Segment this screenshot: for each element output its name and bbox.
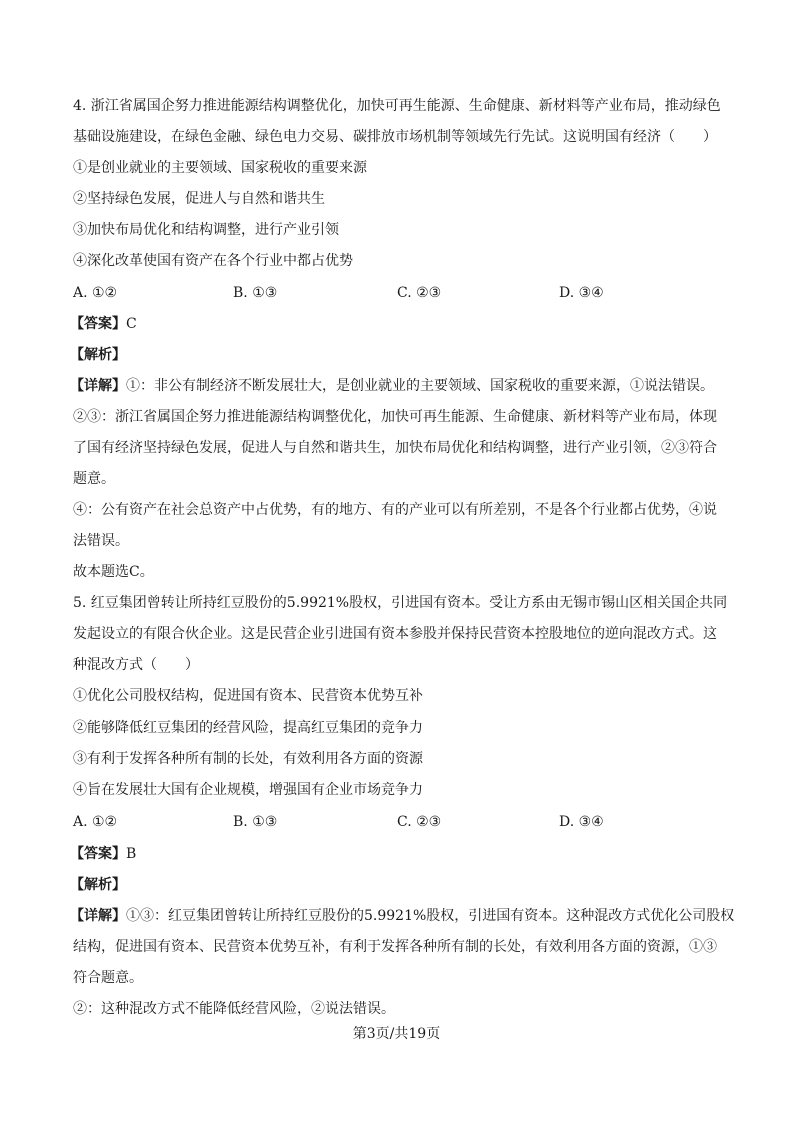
- q5-detail-line-1: [70, 906, 735, 926]
- q4-item-3: ③加快布局优化和结构调整，进行产业引领: [73, 222, 339, 238]
- answer-label: 【答案】: [70, 846, 126, 862]
- q5-answer: [70, 844, 720, 864]
- q4-item-4: ④深化改革使国有资产在各个行业中都占优势: [73, 253, 353, 269]
- detail-label: 【详解】: [70, 378, 126, 394]
- q5-stem-line-2: 发起设立的有限合伙企业。这是民营企业引进国有资本参股并保持民营资本控股地位的逆向混改方式。这: [73, 626, 717, 642]
- q4-detail-line-4: 题意。: [73, 471, 115, 487]
- detail-text: ①③：红豆集团曾转让所持红豆股份的5.9921%股权，引进国有资本。这种混改方式优化公司股权: [126, 908, 735, 924]
- q5-detail-line-2: 结构，促进国有资本、民营资本优势互补，有利于发挥各种所有制的长处，有效利用各方面的资源，①③: [73, 939, 717, 955]
- q5-item-2: ②能够降低红豆集团的经营风险，提高红豆集团的竞争力: [73, 720, 423, 736]
- q5-option-a: A. ①②: [73, 814, 118, 830]
- q5-item-1: ①优化公司股权结构，促进国有资本、民营资本优势互补: [73, 688, 423, 704]
- q5-stem-line-1: 5. 红豆集团曾转让所持红豆股份的5.9921%股权，引进国有资本。受让方系由无锡市锡山区相关国企共同: [73, 595, 728, 611]
- q5-option-b: B. ①③: [233, 814, 278, 830]
- q4-item-2: ②坚持绿色发展，促进人与自然和谐共生: [73, 191, 325, 207]
- q5-analysis-label: 【解析】: [70, 877, 126, 893]
- q4-option-a: A. ①②: [73, 285, 118, 301]
- answer-value: C: [126, 316, 137, 332]
- q4-detail-line-6: 法错误。: [73, 533, 129, 549]
- q5-detail-line-3: 符合题意。: [73, 970, 143, 986]
- q4-answer: [70, 314, 720, 334]
- q5-option-c: C. ②③: [397, 814, 442, 830]
- q4-detail-line-5: ④：公有资产在社会总资产中占优势，有的地方、有的产业可以有所差别，不是各个行业都占优势，④说: [73, 502, 717, 518]
- page-number: 第3页/共19页: [352, 1026, 441, 1042]
- q4-conclusion: 故本题选C。: [73, 564, 154, 580]
- q4-stem-line-1: 4. 浙江省属国企努力推进能源结构调整优化，加快可再生能源、生命健康、新材料等产业布局，推动绿色: [73, 98, 721, 114]
- q5-item-3: ③有利于发挥各种所有制的长处，有效利用各方面的资源: [73, 751, 423, 767]
- q4-item-1: ①是创业就业的主要领域、国家税收的重要来源: [73, 160, 367, 176]
- q4-stem-line-2: 基础设施建设，在绿色金融、绿色电力交易、碳排放市场机制等领域先行先试。这说明国有经济（ ）: [73, 129, 717, 145]
- q5-option-d: D. ③④: [559, 814, 604, 830]
- q4-detail-line-2: ②③：浙江省属国企努力推进能源结构调整优化，加快可再生能源、生命健康、新材料等产业布局，体现: [73, 409, 717, 425]
- q4-analysis-label: 【解析】: [70, 347, 126, 363]
- q5-stem-line-3: 种混改方式（ ）: [73, 657, 199, 673]
- q5-item-4: ④旨在发展壮大国有企业规模，增强国有企业市场竞争力: [73, 782, 423, 798]
- q4-detail-line-3: 了国有经济坚持绿色发展，促进人与自然和谐共生，加快布局优化和结构调整，进行产业引领，②③符合: [73, 440, 717, 456]
- q4-option-d: D. ③④: [559, 285, 604, 301]
- detail-label: 【详解】: [70, 908, 126, 924]
- q5-detail-line-4: ②：这种混改方式不能降低经营风险，②说法错误。: [73, 1001, 395, 1017]
- answer-value: B: [126, 846, 137, 862]
- q4-detail-line-1: [70, 376, 720, 396]
- q4-option-b: B. ①③: [233, 285, 278, 301]
- detail-text: ①：非公有制经济不断发展壮大，是创业就业的主要领域、国家税收的重要来源，①说法错误。: [126, 378, 714, 394]
- q4-option-c: C. ②③: [397, 285, 442, 301]
- answer-label: 【答案】: [70, 316, 126, 332]
